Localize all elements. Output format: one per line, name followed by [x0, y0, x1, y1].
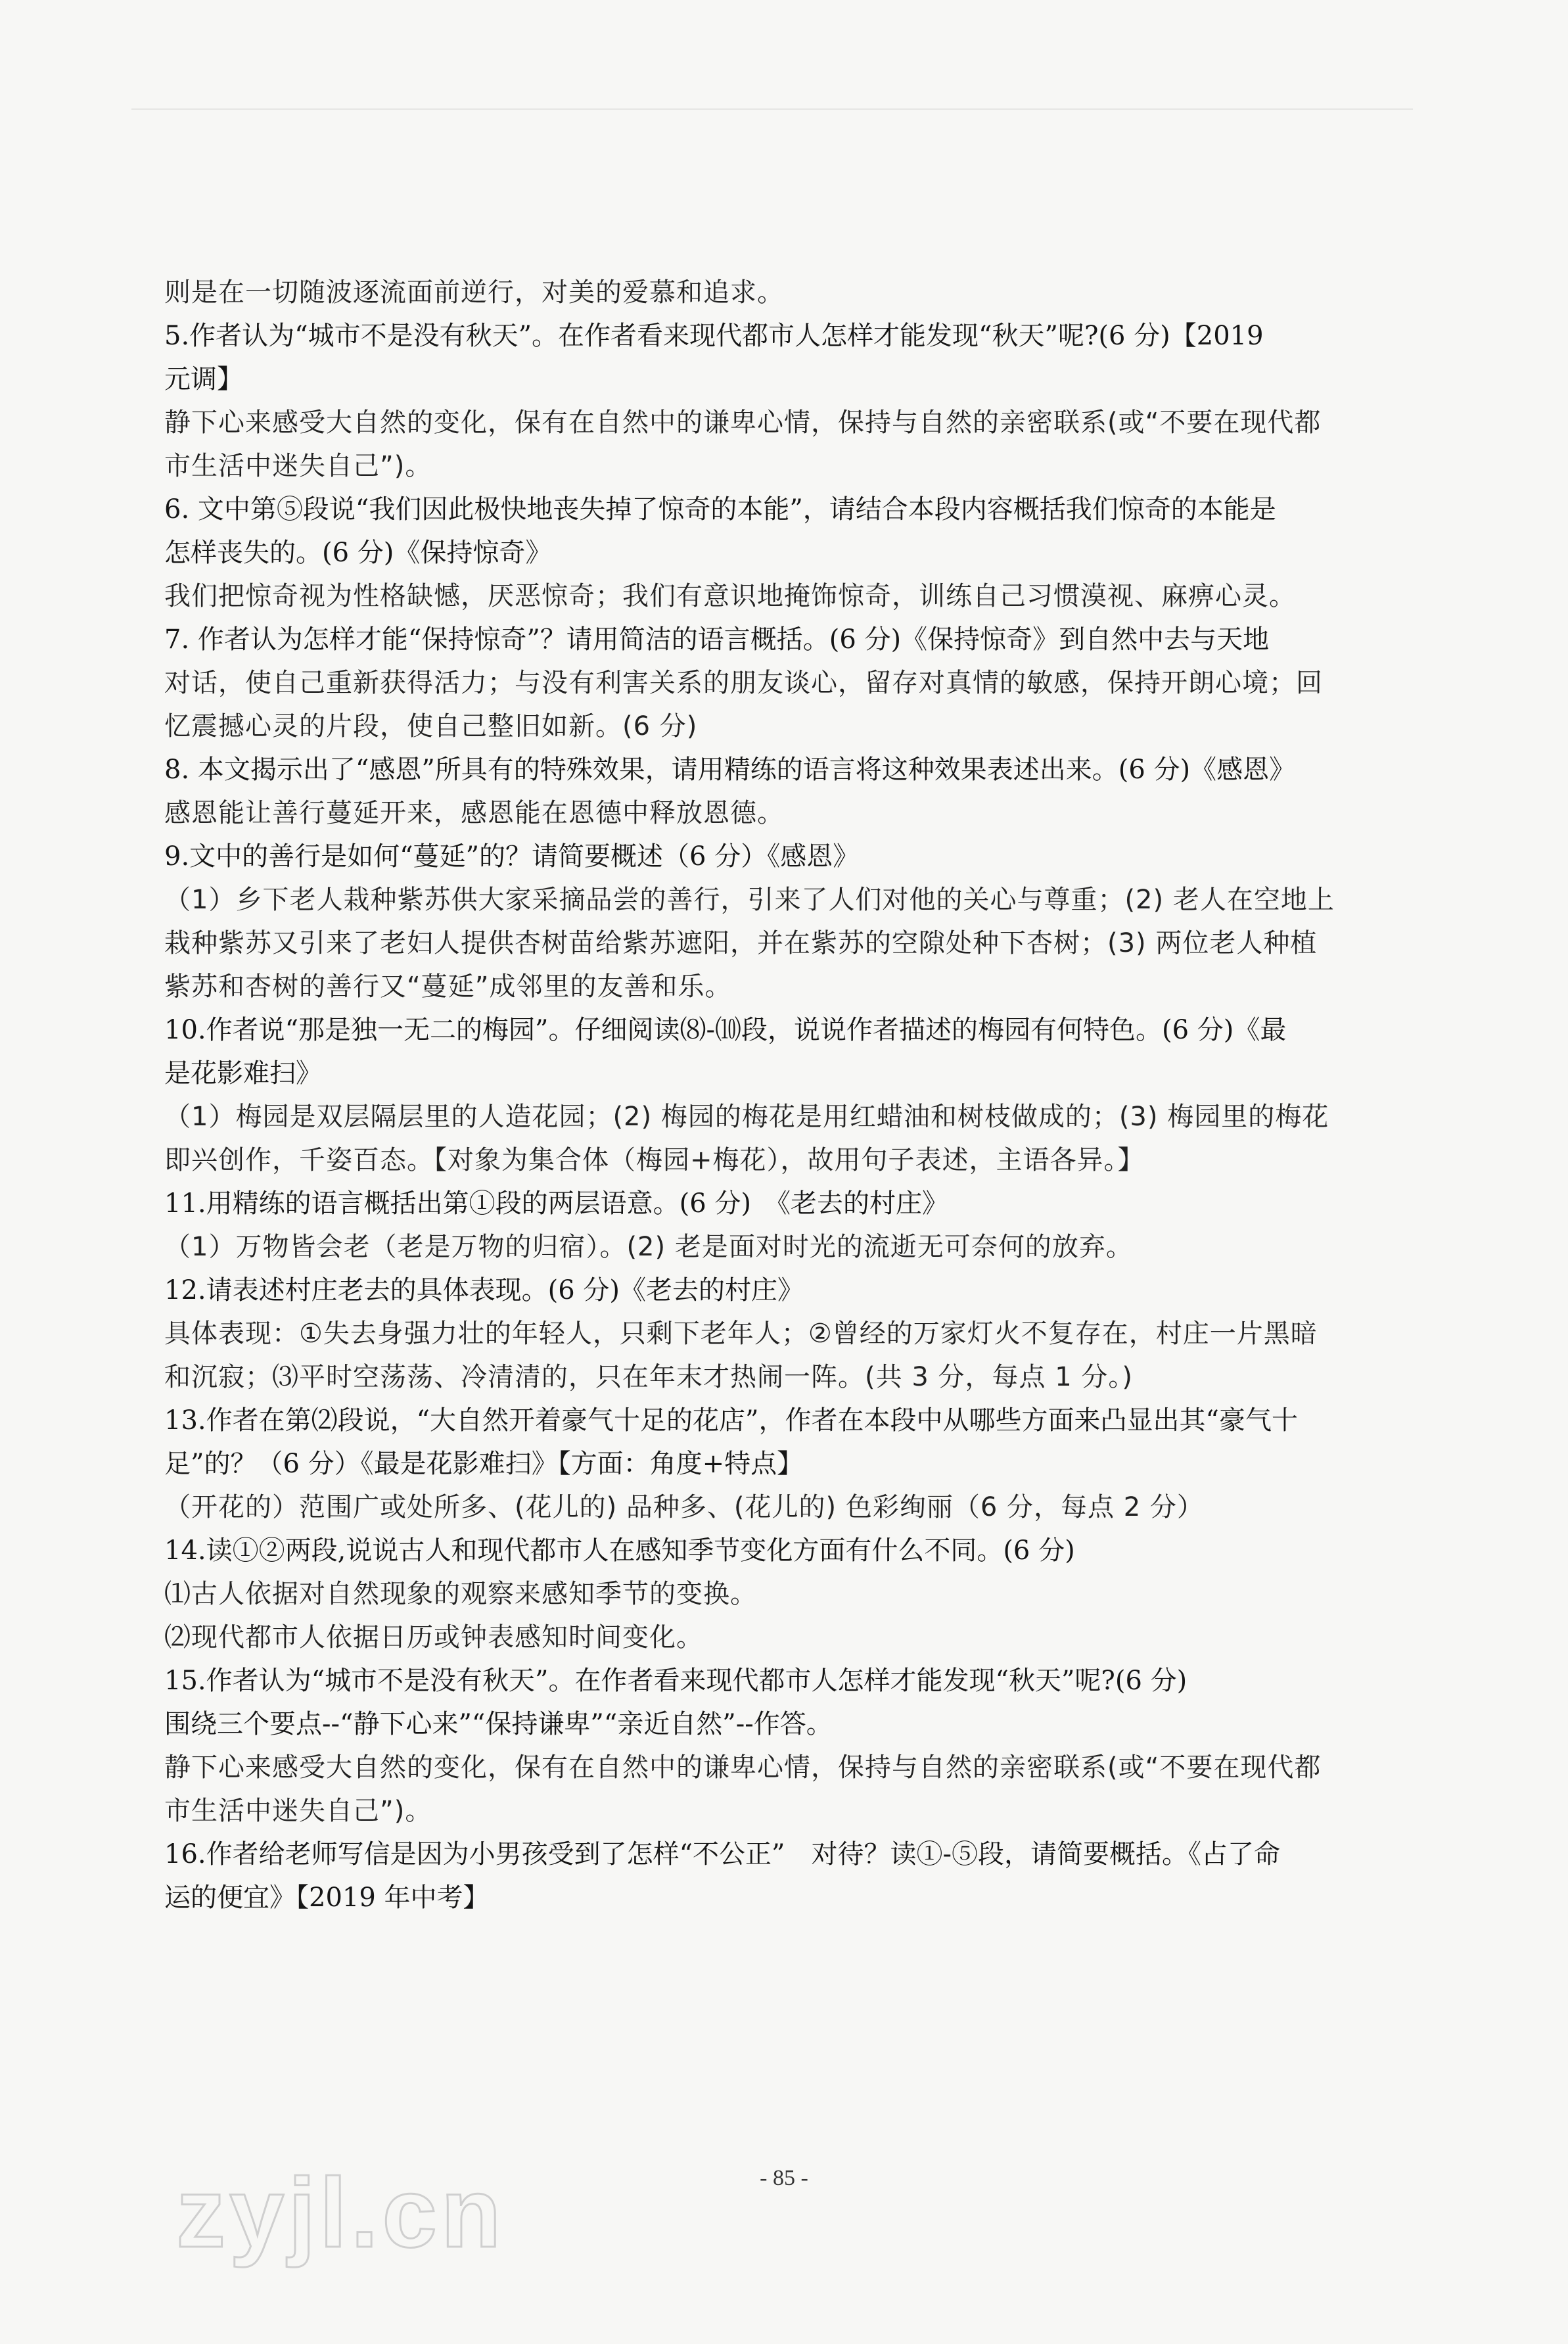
- answer-line: 忆震撼心灵的片段，使自己整旧如新。(6 分): [164, 711, 698, 741]
- question-line: 8. 本文揭示出了“感恩”所具有的特殊效果，请用精练的语言将这种效果表述出来。(6 分)《感恩》: [164, 755, 1296, 785]
- question-line: 14.读①②两段,说说古人和现代都市人在感知季节变化方面有什么不同。(6 分): [164, 1535, 1075, 1566]
- answer-line: （开花的）范围广或处所多、(花儿的) 品种多、(花儿的) 色彩绚丽（6 分，每点 2 分）: [164, 1492, 1204, 1522]
- question-line: 12.请表述村庄老去的具体表现。(6 分)《老去的村庄》: [164, 1275, 804, 1305]
- question-line: 9.文中的善行是如何“蔓延”的？请简要概述（6 分）《感恩》: [164, 841, 860, 872]
- page-body: [164, 271, 1423, 1919]
- question-line: 6. 文中第⑤段说“我们因此极快地丧失掉了惊奇的本能”，请结合本段内容概括我们惊奇的本能是: [164, 494, 1276, 525]
- question-line: 7. 作者认为怎样才能“保持惊奇”？请用简洁的语言概括。(6 分)《保持惊奇》到自然中去与天地: [164, 624, 1270, 655]
- answer-line: ⑵现代都市人依据日历或钟表感知时间变化。: [164, 1622, 703, 1653]
- answer-line: 和沉寂；⑶平时空荡荡、冷清清的，只在年末才热闹一阵。(共 3 分，每点 1 分。): [164, 1362, 1133, 1392]
- question-line: 足”的？（6 分）《最是花影难扫》【方面：角度+特点】: [164, 1449, 804, 1479]
- answer-line: 对话，使自己重新获得活力；与没有利害关系的朋友谈心，留存对真情的敏感，保持开朗心境；回: [164, 668, 1323, 698]
- answer-line: 感恩能让善行蔓延开来，感恩能在恩德中释放恩德。: [164, 798, 784, 828]
- question-line: 10.作者说“那是独一无二的梅园”。仔细阅读⑻-⑽段，说说作者描述的梅园有何特色。(6 分)《最: [164, 1015, 1287, 1045]
- answer-line: 市生活中迷失自己”)。: [164, 451, 432, 481]
- page-number: - 85 -: [760, 2166, 808, 2190]
- question-line: 运的便宜》【2019 年中考】: [164, 1883, 490, 1913]
- answer-line: （1）乡下老人栽种紫苏供大家采摘品尝的善行，引来了人们对他的关心与尊重；(2) 老人在空地上: [164, 885, 1335, 915]
- answer-line: 即兴创作，千姿百态。【对象为集合体（梅园+梅花），故用句子表述，主语各异。】: [164, 1145, 1145, 1175]
- question-line: 围绕三个要点--“静下心来”“保持谦卑”“亲近自然”--作答。: [164, 1709, 833, 1739]
- answer-line: 我们把惊奇视为性格缺憾，厌恶惊奇；我们有意识地掩饰惊奇，训练自己习惯漠视、麻痹心灵。: [164, 581, 1296, 611]
- question-line: 13.作者在第⑵段说，“大自然开着豪气十足的花店”，作者在本段中从哪些方面来凸显出其“豪气十: [164, 1405, 1298, 1436]
- watermark-logo: zyjl.cn: [176, 2157, 505, 2268]
- answer-line: 静下心来感受大自然的变化，保有在自然中的谦卑心情，保持与自然的亲密联系(或“不要在现代都: [164, 408, 1322, 438]
- answer-line: （1）万物皆会老（老是万物的归宿）。(2) 老是面对时光的流逝无可奈何的放弃。: [164, 1232, 1133, 1262]
- answer-line: 静下心来感受大自然的变化，保有在自然中的谦卑心情，保持与自然的亲密联系(或“不要在现代都: [164, 1752, 1322, 1783]
- question-line: 元调】: [164, 364, 243, 394]
- answer-line: 具体表现：①失去身强力壮的年轻人，只剩下老年人；②曾经的万家灯火不复存在，村庄一片黑暗: [164, 1319, 1318, 1349]
- answer-line: 栽种紫苏又引来了老妇人提供杏树苗给紫苏遮阳，并在紫苏的空隙处种下杏树；(3) 两位老人种植: [164, 928, 1318, 958]
- answer-line: 市生活中迷失自己”)。: [164, 1796, 432, 1826]
- question-line: 15.作者认为“城市不是没有秋天”。在作者看来现代都市人怎样才能发现“秋天”呢?(6 分): [164, 1666, 1188, 1696]
- question-line: 怎样丧失的。(6 分)《保持惊奇》: [164, 538, 552, 568]
- question-line: 5.作者认为“城市不是没有秋天”。在作者看来现代都市人怎样才能发现“秋天”呢?(6 分)【2019: [164, 321, 1264, 351]
- answer-line: 则是在一切随波逐流面前逆行，对美的爱慕和追求。: [164, 277, 784, 308]
- answer-line: （1）梅园是双层隔层里的人造花园；(2) 梅园的梅花是用红蜡油和树枝做成的；(3) 梅园里的梅花: [164, 1102, 1329, 1132]
- question-line: 11.用精练的语言概括出第①段的两层语意。(6 分) 《老去的村庄》: [164, 1188, 948, 1219]
- question-line: 是花影难扫》: [164, 1058, 322, 1089]
- answer-line: 紫苏和杏树的善行又“蔓延”成邻里的友善和乐。: [164, 972, 732, 1002]
- scan-edge-line: [131, 108, 1413, 110]
- question-line: 16.作者给老师写信是因为小男孩受到了怎样“不公正” 对待？读①-⑤段，请简要概括。《占了命: [164, 1839, 1281, 1869]
- answer-line: ⑴古人依据对自然现象的观察来感知季节的变换。: [164, 1579, 757, 1609]
